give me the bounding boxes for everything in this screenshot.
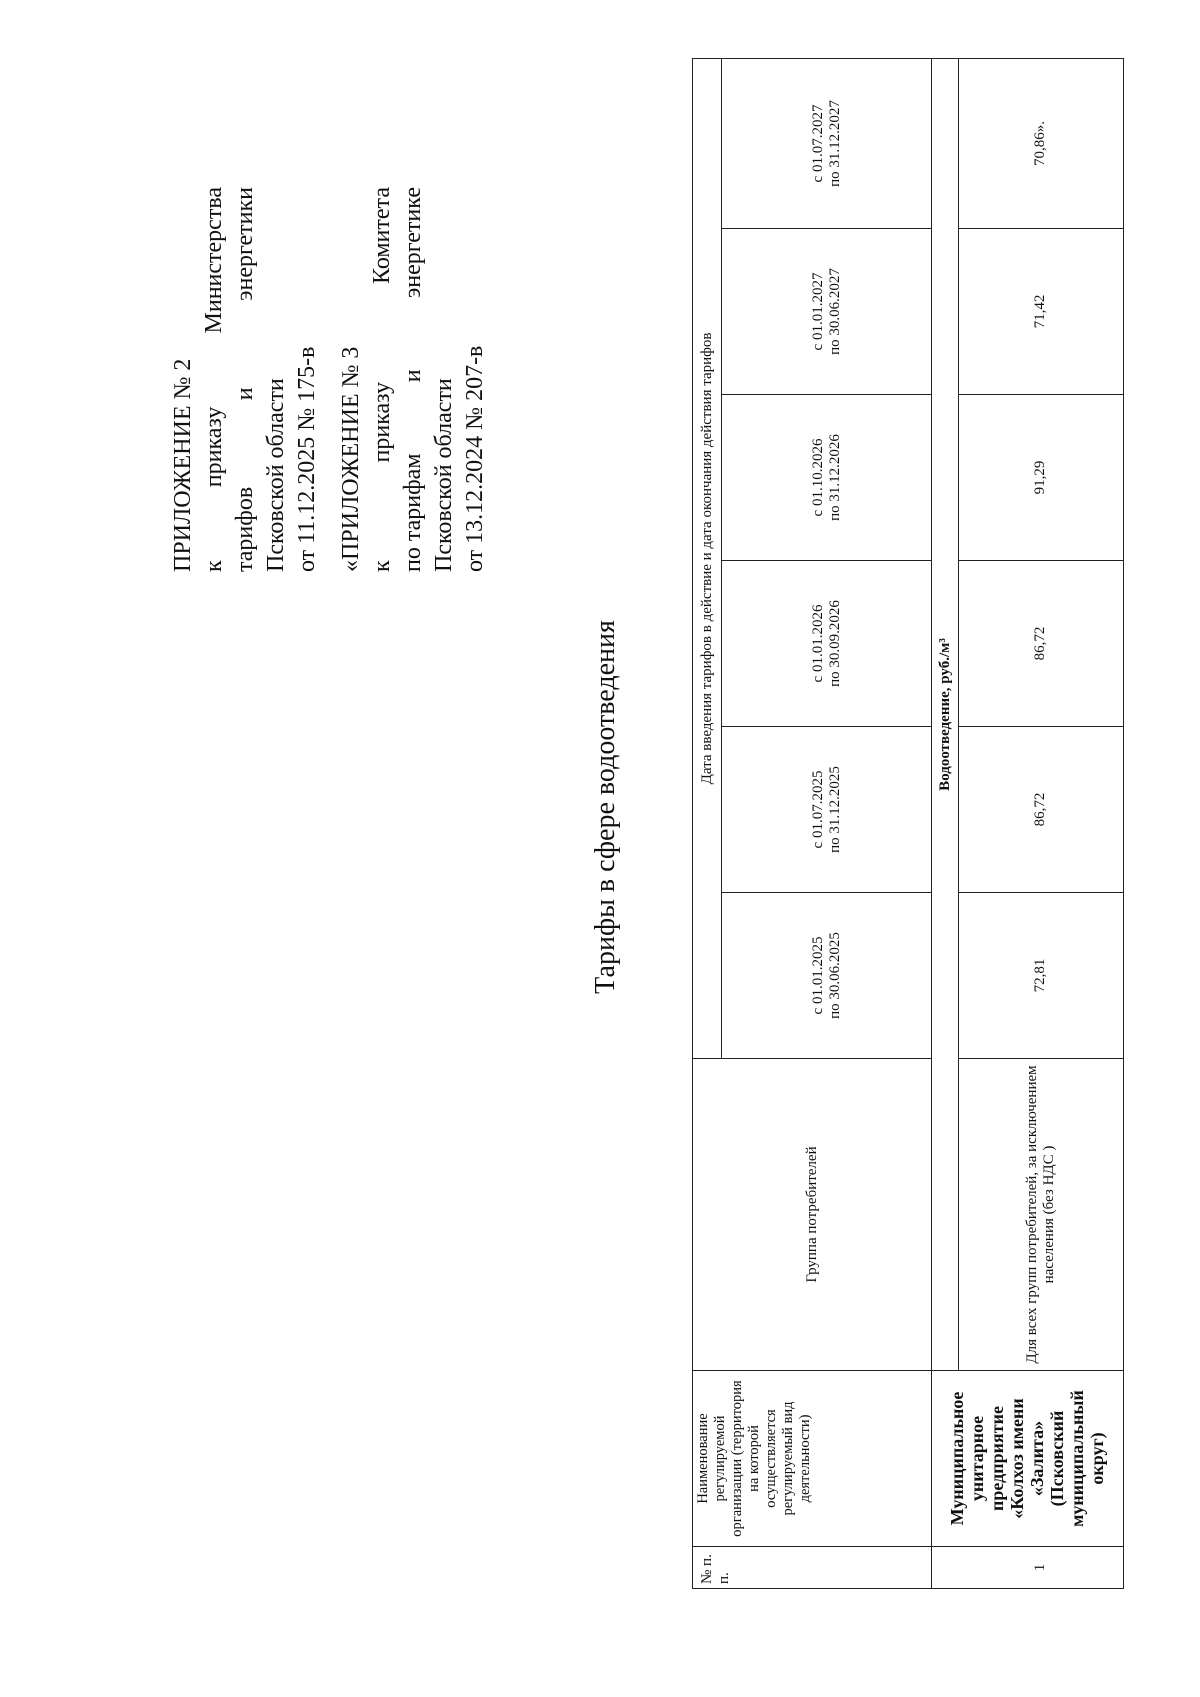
- table-cell-consumer-group: Для всех групп потребителей, за исключением населения (без НДС ): [959, 1059, 1124, 1371]
- table-row: [959, 58, 1124, 1588]
- table-cell-value: 86,72: [959, 561, 1124, 727]
- appendix-title: ПРИЛОЖЕНИЕ № 2: [170, 358, 196, 572]
- table-cell-value: 72,81: [959, 893, 1124, 1059]
- table-cell-empty: [932, 1547, 959, 1589]
- header-consumer-group: Группа потребителей: [693, 1059, 932, 1371]
- appendix-line: Псковской области: [431, 378, 457, 572]
- period-header: с 01.10.2026 по 31.12.2026: [722, 395, 932, 561]
- table-row: [932, 58, 959, 1588]
- period-header: с 01.01.2027 по 30.06.2027: [722, 229, 932, 395]
- appendix-line: тарифов и энергетики: [232, 187, 258, 572]
- period-header: с 01.07.2027 по 31.12.2027: [722, 58, 932, 228]
- table-header-row: [693, 58, 722, 1588]
- table-cell-value: 71,42: [959, 229, 1124, 395]
- table-cell-number: 1: [959, 1547, 1124, 1589]
- appendix-line: к приказу Комитета: [369, 187, 395, 572]
- appendix-line: по тарифам и энергетике: [400, 187, 426, 572]
- table-cell-value: 70,86».: [959, 58, 1124, 228]
- table-cell-organization: Муниципальное унитарное предприятие «Колхоз имени «Залита» (Псковский муниципальный округ): [932, 1371, 1124, 1547]
- appendix-order-date: от 13.12.2024 № 207-в: [462, 345, 488, 572]
- appendix-title: «ПРИЛОЖЕНИЕ № 3: [338, 346, 364, 572]
- period-header: с 01.07.2025 по 31.12.2025: [722, 727, 932, 893]
- appendix-order-date: от 11.12.2025 № 175-в: [294, 346, 320, 572]
- period-header: с 01.01.2025 по 30.06.2025: [722, 893, 932, 1059]
- appendix-line: к приказу Министерства: [201, 187, 227, 572]
- header-dates-group: Дата введения тарифов в действие и дата окончания действия тарифов: [693, 58, 722, 1058]
- appendix-current-block: [168, 187, 323, 572]
- section-heading: Водоотведение, руб./м³: [932, 58, 959, 1370]
- appendix-line: Псковской области: [263, 378, 289, 572]
- header-number: № п. п.: [693, 1547, 932, 1589]
- appendix-previous-block: [336, 187, 491, 572]
- header-organization: Наименование регулируемой организации (территория на которой осуществляется регулируемый вид деятельности): [693, 1371, 932, 1547]
- period-header: с 01.01.2026 по 30.09.2026: [722, 561, 932, 727]
- table-cell-value: 86,72: [959, 727, 1124, 893]
- document-title: Тарифы в сфере водоотведения: [590, 620, 621, 994]
- table-cell-value: 91,29: [959, 395, 1124, 561]
- tariff-table: [692, 58, 1124, 1589]
